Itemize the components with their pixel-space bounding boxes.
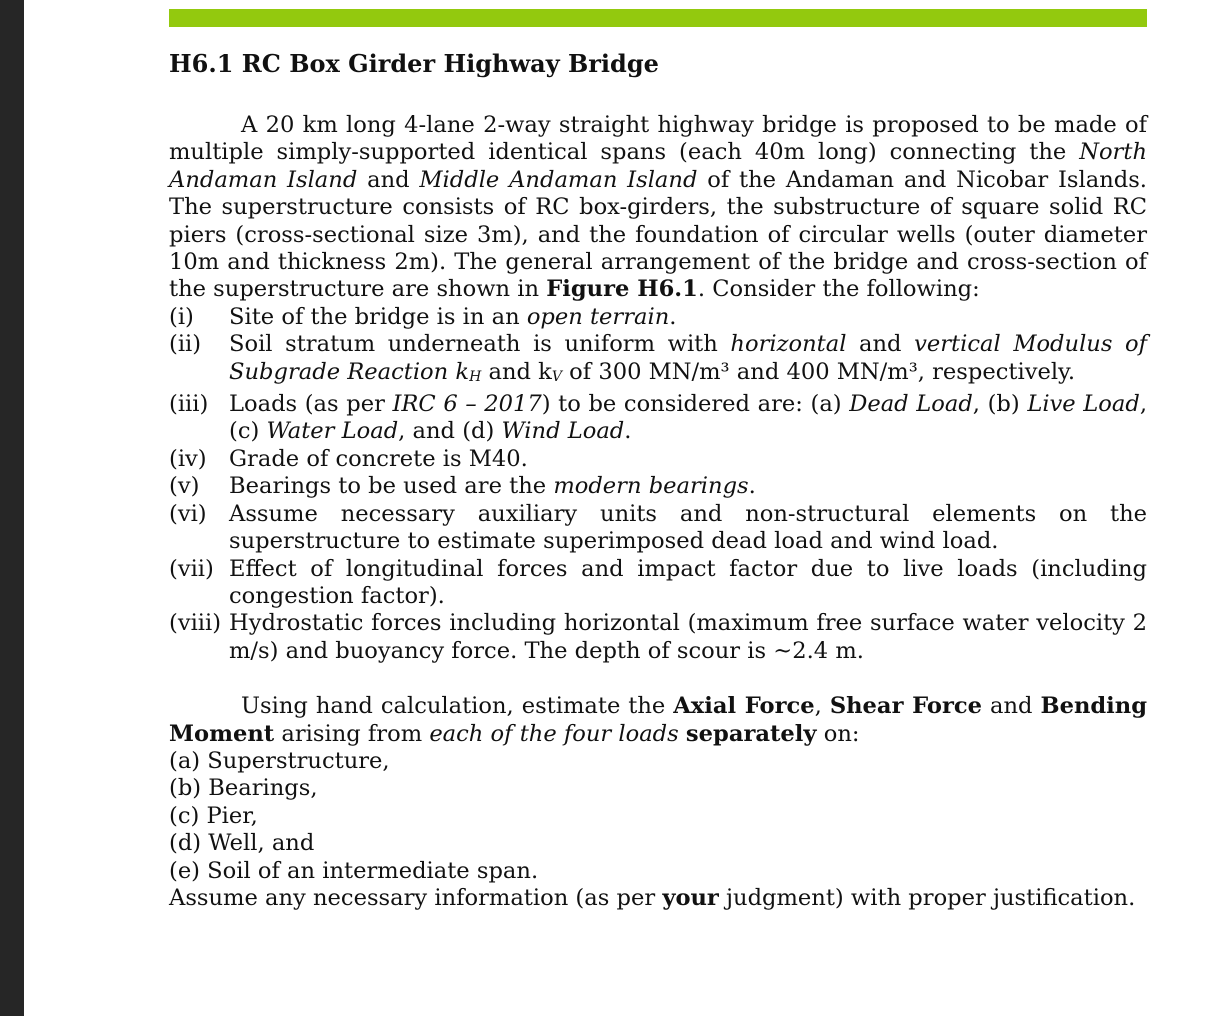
parts-list xyxy=(169,748,1147,885)
condition-item: (i) Site of the bridge is in an open terrain. xyxy=(169,303,677,330)
condition-item: (iv) Grade of concrete is M40. xyxy=(169,445,528,472)
part-item: (d) Well, and xyxy=(169,830,315,857)
part-item: (e) Soil of an intermediate span. xyxy=(169,857,539,884)
part-item: (c) Pier, xyxy=(169,802,258,829)
condition-item: (v) Bearings to be used are the modern bearings. xyxy=(169,473,756,500)
intro-paragraph: A 20 km long 4-lane 2-way straight highway bridge is proposed to be made of multiple simply-supported identical spans (each 40m long) connecting the North Andaman Island and Middle Andaman Island of the Andaman and Nicobar Islands. The superstructure consists of RC box-girders, the substructure of square solid RC piers (cross-sectional size 3m), and the foundation of circular wells (outer diameter 10m and thickness 2m). The general arrangement of the bridge and cross-section of the superstructure are shown in Figure H6.1. Consider the following: xyxy=(169,112,1147,303)
document-page xyxy=(169,48,1147,912)
condition-item: (viii) Hydrostatic forces including horizontal (maximum free surface water velocity 2 m/s) and buoyancy force. The depth of scour is ~2.4 m. xyxy=(169,610,1147,664)
problem-title: H6.1 RC Box Girder Highway Bridge xyxy=(169,49,659,78)
condition-item: (iii) Loads (as per IRC 6 – 2017) to be considered are: (a) Dead Load, (b) Live Load, (c) Water Load, and (d) Wind Load. xyxy=(169,391,1148,445)
header-accent-bar xyxy=(169,9,1147,27)
task-paragraph: Using hand calculation, estimate the Axial Force, Shear Force and Bending Moment arising from each of the four loads separately on: xyxy=(169,693,1147,747)
condition-item: (vi) Assume necessary auxiliary units and non-structural elements on the superstructure to estimate superimposed dead load and wind load. xyxy=(169,500,1147,555)
paragraph-spacer xyxy=(169,665,1147,693)
closing-note: Assume any necessary information (as per your judgment) with proper justification. xyxy=(169,884,1136,911)
part-item: (b) Bearings, xyxy=(169,775,318,802)
condition-item: (vii) Effect of longitudinal forces and impact factor due to live loads (including congestion factor). xyxy=(169,555,1147,609)
conditions-list xyxy=(169,304,1147,665)
condition-item: (ii) Soil stratum underneath is uniform with horizontal and vertical Modulus of Subgrade Reaction $k_H$ and $k_V$ of 300 MN/m³ and 400 MN/m³, respectively. xyxy=(169,331,1147,385)
viewer-left-edge xyxy=(0,0,24,1016)
part-item: (a) Superstructure, xyxy=(169,747,390,774)
